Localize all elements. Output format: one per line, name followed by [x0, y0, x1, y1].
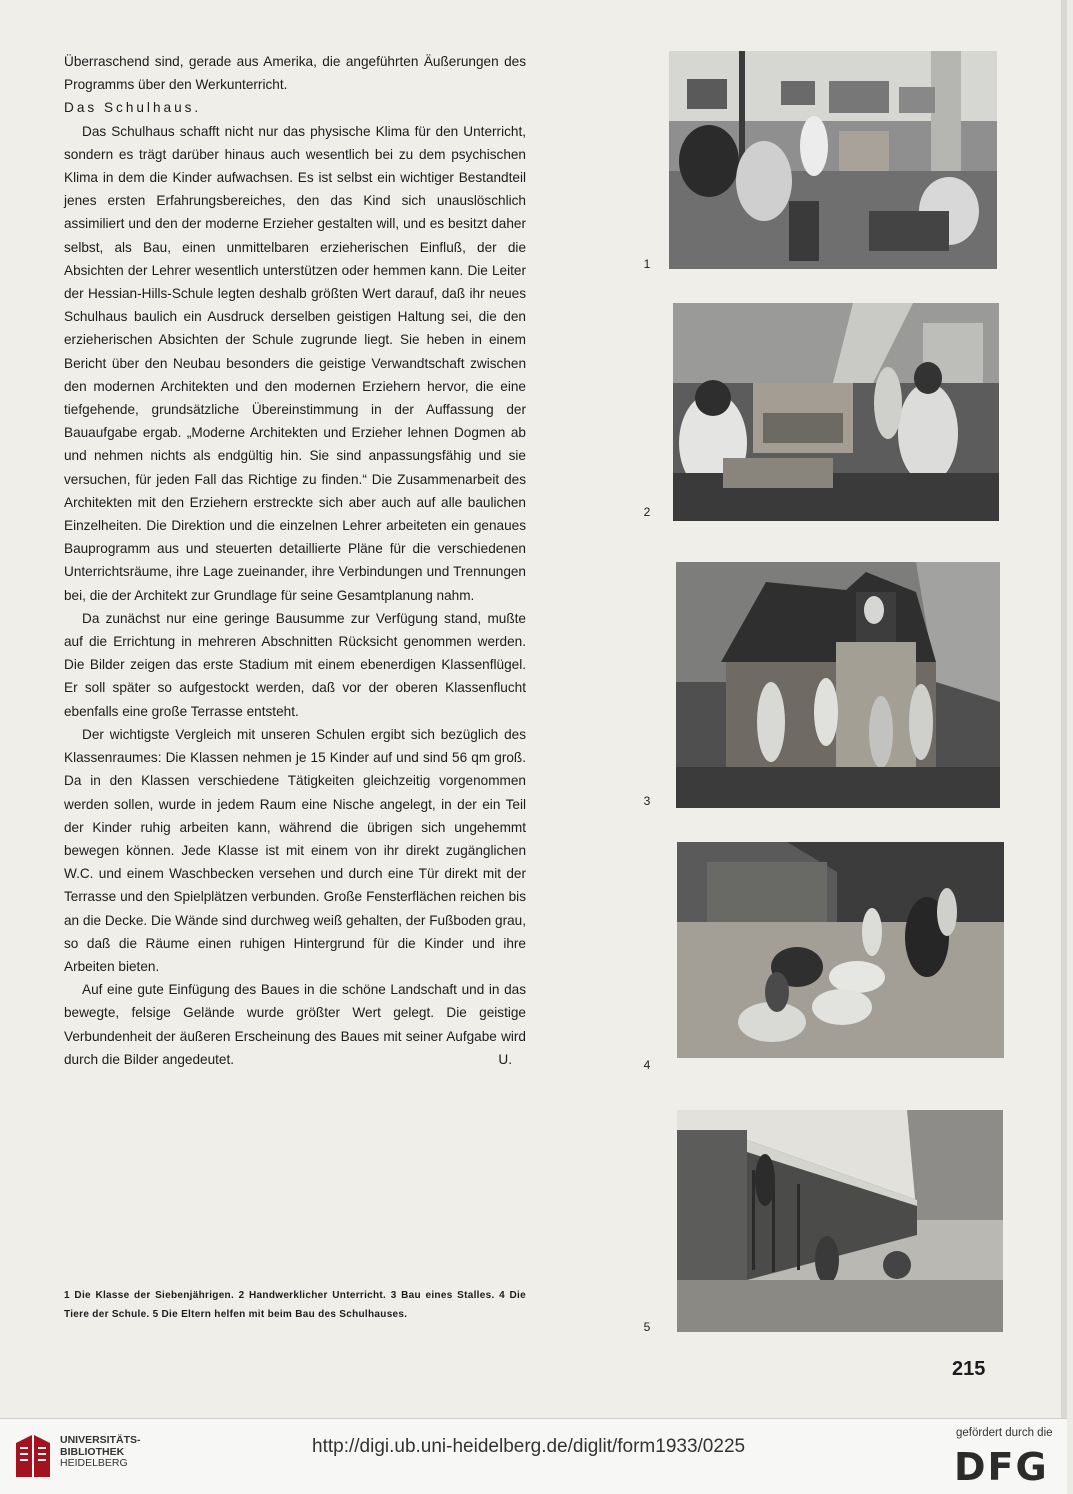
figure-captions: 1 Die Klasse der Siebenjährigen. 2 Handwerklicher Unterricht. 3 Bau eines Stalles. 4 Die Tiere der Schule. 5 Die Eltern helfen mit beim Bau des Schulhauses. — [64, 1290, 526, 1320]
paragraph-3: Der wichtigste Vergleich mit unseren Schulen ergibt sich bezüglich des Klassenraumes: Die Klassen nehmen je 15 Kinder auf und sind 56 qm groß. Da in den Klassen verschiedene Tätigkeiten gleichzeitig vorgenommen werden sollen, wurde in jedem Raum eine Nische angelegt, in der ein Teil der Kinder ruhig arbeiten kann, während die übrigen sich ungehemmt bewegen können. Jede Klasse ist mit einem von ihr direkt zugänglichen W.C. und einem Waschbecken versehen und durch eine Tür direkt mit der Terrasse und den Spielplätzen verbunden. Große Fensterflächen reichen bis an die Decke. Die Wände sind durchweg weiß gehalten, der Fußboden grau, so daß die Räume einen ruhigen Hintergrund für die Kinder und ihre Arbeiten bieten. — [64, 726, 526, 974]
page-number: 215 — [952, 1358, 986, 1380]
photo-number-2: 2 — [643, 505, 651, 519]
dfg-logo: DFG — [954, 1445, 1049, 1489]
funding-note: gefördert durch die — [956, 1427, 1053, 1439]
library-line-2: BIBLIOTHEK — [60, 1445, 125, 1458]
photo-number-5: 5 — [643, 1320, 651, 1334]
photo-parents-building — [677, 1110, 1003, 1332]
university-library-name — [60, 1435, 141, 1470]
intro-paragraph: Überraschend sind, gerade aus Amerika, die angeführten Äußerungen des Programms über den Werkunterricht. — [64, 54, 526, 93]
footer — [0, 1419, 1067, 1494]
paragraph-4-text: Auf eine gute Einfügung des Baues in die schöne Landschaft und in das bewegte, felsige Gelände wurde größter Wert gelegt. Die geistige Verbundenheit der äußeren Erscheinung des Baues mit seiner Aufgabe wird durch die Bilder angedeutet. — [64, 982, 526, 1067]
photo-classroom — [669, 51, 997, 269]
paragraph-2: Da zunächst nur eine geringe Bausumme zur Verfügung stand, mußte auf die Errichtung in mehreren Abschnitten Rücksicht genommen werden. Die Bilder zeigen das erste Stadium mit einem ebenerdigen Klassenflügel. Er soll später so aufgestockt werden, daß vor der oberen Klassenflucht ebenfalls eine große Terrasse entsteht. — [64, 610, 526, 719]
university-library-logo — [14, 1429, 52, 1479]
photo-stable — [676, 562, 1000, 808]
author-signature: U. — [498, 1051, 512, 1067]
photo-number-4: 4 — [643, 1058, 651, 1072]
paragraph-4 — [64, 978, 526, 1071]
photo-animals — [677, 842, 1004, 1058]
photo-number-3: 3 — [643, 794, 651, 808]
article-body — [64, 50, 526, 1071]
permalink-url[interactable]: http://digi.ub.uni-heidelberg.de/diglit/form1933/0225 — [312, 1436, 746, 1457]
photo-number-1: 1 — [643, 257, 651, 271]
library-line-3: HEIDELBERG — [60, 1457, 128, 1469]
section-heading: Das Schulhaus. — [64, 100, 202, 116]
paragraph-1: Das Schulhaus schafft nicht nur das physische Klima für den Unterricht, sondern es trägt darüber hinaus auch wesentlich bei zu dem psychischen Klima in dem die Kinder aufwachsen. Es ist selbst ein wichtiger Bestandteil jenes ersten Erfahrungsbereiches, den das Kind sich unauslöschlich assimiliert und den der moderne Erzieher gestalten will, und es besitzt daher selbst, als Bau, einen unmittelbaren erzieherischen Einfluß, der die Absichten der Lehrer wesentlich unterstützen oder hemmen kann. Die Leiter der Hessian-Hills-Schule legten deshalb größten Wert darauf, daß ihr neues Schulhaus baulich ein Ausdruck derselben geistigen Haltung sei, die den erzieherischen Absichten der Schule zugrunde liegt. Sie heben in einem Bericht über den Neubau besonders die geistige Verwandtschaft zwischen den modernen Architekten und den modernen Erziehern hervor, die eine tiefgehende, grundsätzliche Übereinstimmung in der Auffassung der Bauaufgabe ergab. „Moderne Architekten und Erzieher lehnen Dogmen ab und nehmen nichts als endgültig hin. Sie sind anpassungsfähig und sie versuchen, für jeden Fall das Richtige zu finden.“ Die Zusammenarbeit des Architekten mit den Erziehern erstreckte sich aber auch auf alle baulichen Einzelheiten. Die Direktion und die einzelnen Lehrer arbeiteten ein genaues Bauprogramm aus und steuerten detaillierte Pläne für die verschiedenen Unterrichtsräume, ihre Lage zueinander, ihre Verbindungen und Trennungen bei, die der Architekt zur Grundlage für seine Gesamtplanung nahm. — [64, 123, 526, 603]
library-line-1: UNIVERSITÄTS- — [60, 1434, 141, 1446]
photo-handicraft — [673, 303, 999, 521]
